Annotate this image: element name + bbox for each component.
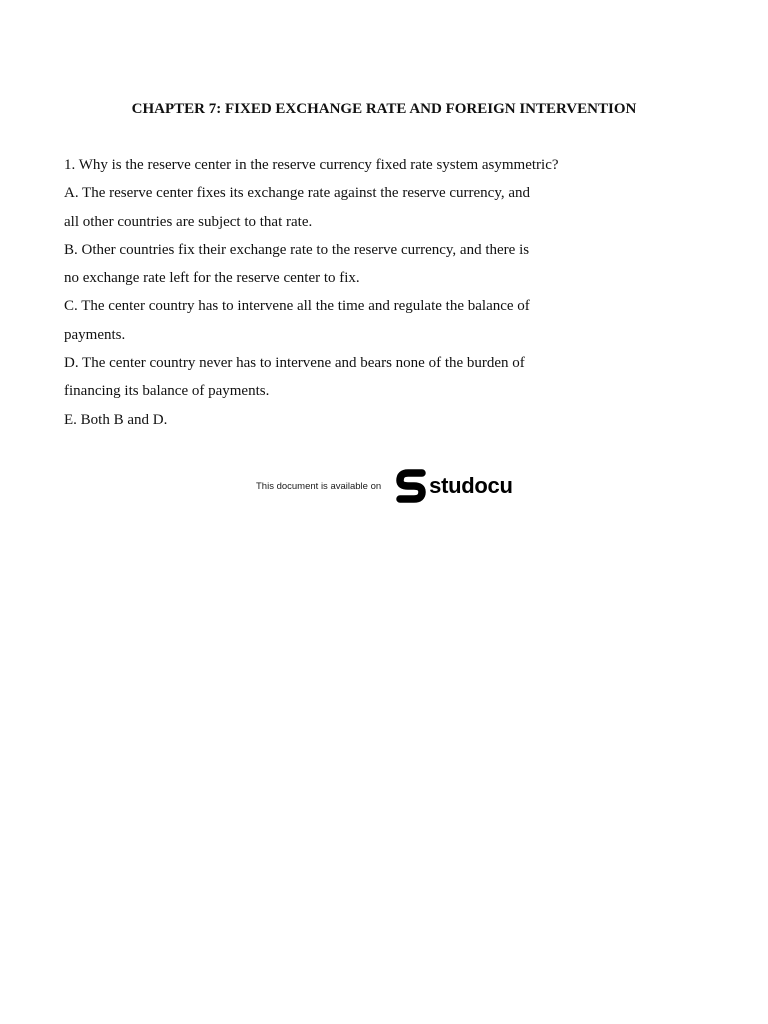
studocu-logo-icon (396, 469, 426, 503)
question-block (64, 154, 684, 437)
answer-option-e: E. Both B and D. (64, 411, 168, 428)
question-text: 1. Why is the reserve center in the reserve currency fixed rate system asymmetric? (64, 157, 559, 173)
availability-banner[interactable] (256, 468, 513, 504)
answer-option-b-continued: no exchange rate left for the reserve center to fix. (64, 270, 360, 287)
studocu-logo[interactable] (396, 469, 512, 503)
availability-text: This document is available on (256, 480, 382, 492)
answer-option-a-continued: all other countries are subject to that rate. (64, 213, 313, 230)
page-title: CHAPTER 7: FIXED EXCHANGE RATE AND FOREIGN INTERVENTION (131, 101, 637, 117)
answer-option-c-continued: payments. (64, 326, 126, 343)
answer-option-d: D. The center country never has to intervene and bears none of the burden of (64, 355, 525, 372)
answer-option-d-continued: financing its balance of payments. (64, 383, 270, 400)
answer-option-c: C. The center country has to intervene all the time and regulate the balance of (64, 298, 530, 315)
answer-option-b: B. Other countries fix their exchange rate to the reserve currency, and there is (64, 241, 530, 258)
answer-option-a: A. The reserve center fixes its exchange rate against the reserve currency, and (64, 185, 531, 202)
studocu-wordmark: studocu (429, 473, 513, 498)
